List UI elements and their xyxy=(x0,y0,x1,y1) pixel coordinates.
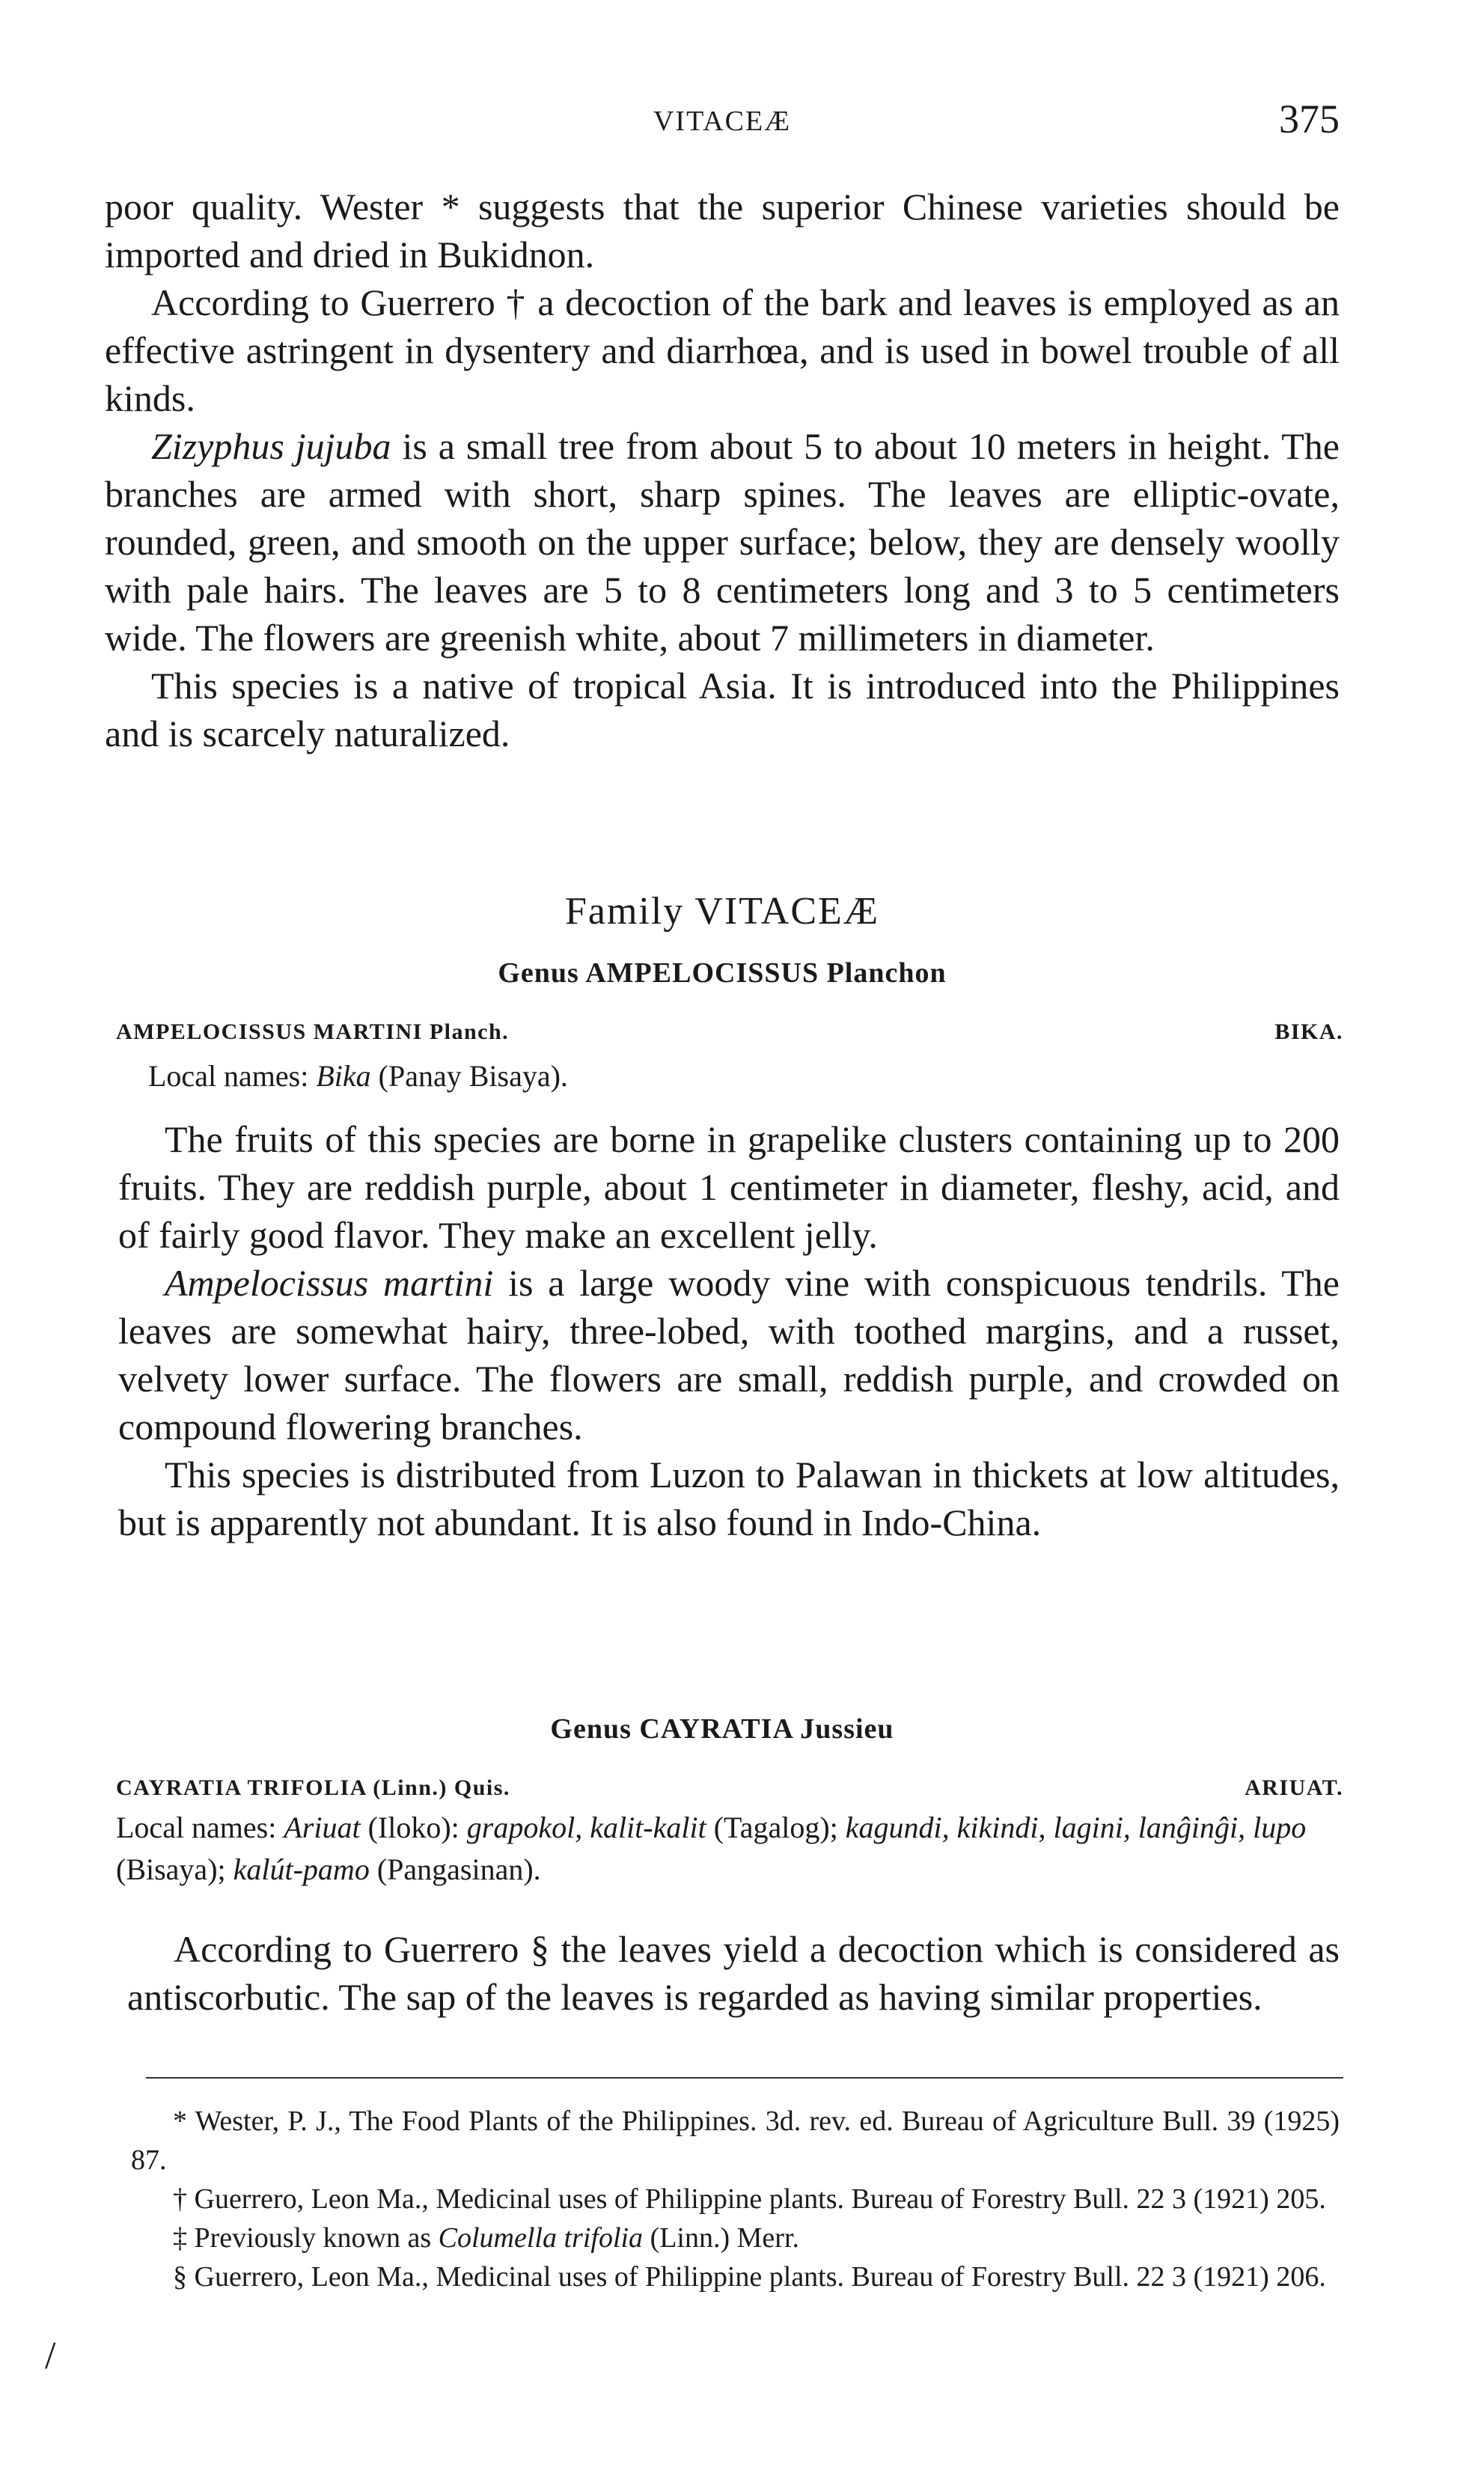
local-name-region: (Iloko): xyxy=(360,1811,467,1844)
footnote-text: (Linn.) Merr. xyxy=(643,2222,800,2254)
paragraph xyxy=(118,1259,1340,1451)
local-name-italic: kalút-pamo xyxy=(233,1852,370,1886)
paragraph: According to Guerrero † a decoction of the bark and leaves is employed as an effective astringent in dysentery and diarrhœa, and is used in bowel trouble of all kinds. xyxy=(105,281,1340,419)
local-name-italic: kagundi, kikindi, lagini, lanĝinĝi, lupo xyxy=(845,1811,1307,1844)
species-common-name: ARIUAT. xyxy=(1245,1775,1343,1800)
footnote: § Guerrero, Leon Ma., Medicinal uses of Philippine plants. Bureau of Forestry Bull. 22 3 (1921) 206. xyxy=(173,2261,1326,2293)
footnote xyxy=(131,2219,1340,2257)
paragraph: This species is a native of tropical Asia. It is introduced into the Philippines and is scarcely naturalized. xyxy=(105,665,1340,754)
page-header xyxy=(105,96,1340,156)
local-names-label: Local names: xyxy=(148,1059,317,1093)
footnote-divider xyxy=(146,2077,1343,2079)
local-name-italic: Ariuat xyxy=(284,1811,361,1844)
paragraph: This species is distributed from Luzon to Palawan in thickets at low altitudes, but is apparently not abundant. It is also found in Indo-China. xyxy=(118,1454,1340,1543)
family-heading: Family VITACEÆ xyxy=(564,890,880,933)
footnote-text: ‡ Previously known as xyxy=(173,2222,439,2254)
local-names-label: Local names: xyxy=(116,1811,284,1844)
species-scientific-name: CAYRATIA TRIFOLIA (Linn.) Quis. xyxy=(116,1775,510,1800)
local-name-region: (Tagalog); xyxy=(706,1811,846,1844)
paragraph-text: is a small tree from about 5 to about 10 meters in height. The branches are armed with short, sharp spines. The leaves are elliptic-ovate, rounded, green, and smooth on the upper surface; below, they are densely woolly with pale hairs. The leaves are 5 to 8 centimeters long and 3 to 5 centimeters wide. The flowers are greenish white, about 7 millimeters in diameter. xyxy=(105,425,1340,659)
species-common-name: BIKA. xyxy=(1274,1019,1343,1044)
ampelocissus-text-block xyxy=(118,1115,1340,1546)
local-name-region: (Panay Bisaya). xyxy=(370,1059,568,1093)
genus-heading: Genus AMPELOCISSUS Planchon xyxy=(498,957,947,989)
local-names xyxy=(116,1807,1343,1891)
margin-mark: / xyxy=(45,2335,56,2377)
species-scientific-name: AMPELOCISSUS MARTINI Planch. xyxy=(116,1019,510,1044)
species-heading xyxy=(116,1019,1343,1045)
species-italic: Columella trifolia xyxy=(438,2222,644,2254)
paragraph: poor quality. Wester * suggests that the superior Chinese varieties should be imported and dried in Bukidnon. xyxy=(105,186,1340,275)
page-number: 375 xyxy=(1279,97,1340,141)
cayratia-text-block xyxy=(127,1925,1340,2021)
species-heading xyxy=(116,1775,1343,1801)
local-name-region: (Bisaya); xyxy=(116,1852,233,1886)
paragraph: The fruits of this species are borne in grapelike clusters containing up to 200 fruits. They are reddish purple, about 1 centimeter in diameter, fleshy, acid, and of fairly good flavor. They make an excellent jelly. xyxy=(118,1118,1340,1256)
local-names xyxy=(148,1055,1338,1097)
footnote: * Wester, P. J., The Food Plants of the Philippines. 3d. rev. ed. Bureau of Agriculture Bull. 39 (1925) 87. xyxy=(131,2105,1340,2176)
footnote: † Guerrero, Leon Ma., Medicinal uses of Philippine plants. Bureau of Forestry Bull. 22 3 (1921) 205. xyxy=(173,2183,1326,2215)
local-name-italic: Bika xyxy=(316,1059,371,1093)
genus-heading: Genus CAYRATIA Jussieu xyxy=(550,1713,894,1745)
local-name-italic: grapokol, kalit-kalit xyxy=(466,1811,706,1844)
paragraph-text: is a large woody vine with conspicuous tendrils. The leaves are somewhat hairy, three-lobed, with toothed margins, and a russet, velvety lower surface. The flowers are small, reddish purple, and crowded on compound flowering branches. xyxy=(118,1262,1340,1448)
local-name-region: (Pangasinan). xyxy=(369,1852,541,1886)
species-italic: Ampelocissus martini xyxy=(165,1262,494,1304)
footnotes xyxy=(131,2102,1340,2296)
species-italic: Zizyphus jujuba xyxy=(151,425,391,467)
running-head: VITACEÆ xyxy=(653,106,792,137)
paragraph: According to Guerrero § the leaves yield a decoction which is considered as antiscorbutic. The sap of the leaves is regarded as having similar properties. xyxy=(127,1928,1340,2018)
intro-text-block xyxy=(105,183,1340,757)
paragraph xyxy=(105,422,1340,662)
